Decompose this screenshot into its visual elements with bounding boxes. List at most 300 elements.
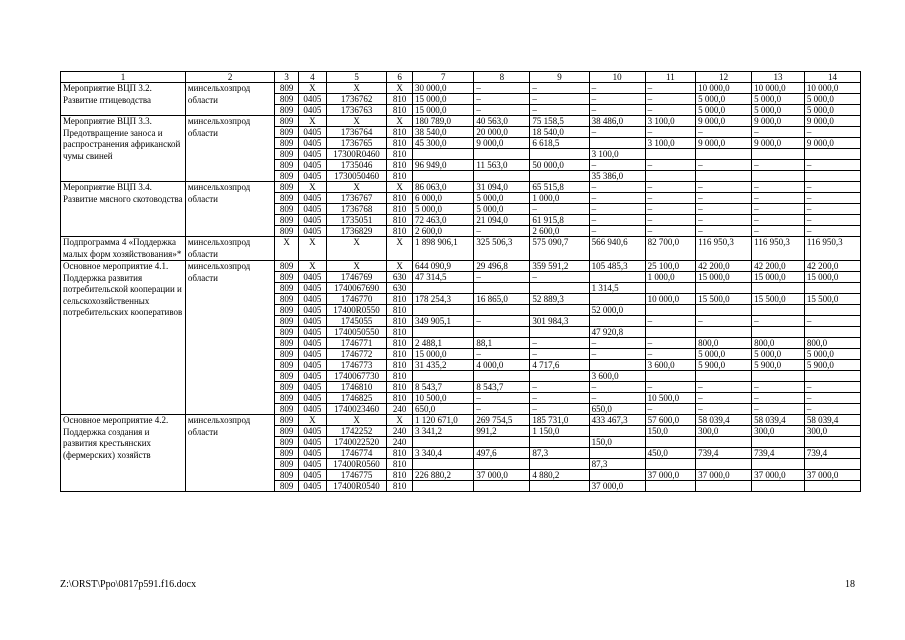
code-cell: 1730050460 — [326, 171, 386, 182]
amount-cell: – — [804, 316, 860, 327]
amount-cell: 116 950,3 — [752, 237, 805, 261]
amount-cell: 5 900,0 — [752, 360, 805, 371]
code-cell: 1745055 — [326, 316, 386, 327]
code-cell: 809 — [275, 149, 299, 160]
amount-cell: 1 898 906,1 — [413, 237, 474, 261]
footer-page-number: 18 — [845, 579, 855, 590]
amount-cell: – — [752, 160, 805, 171]
amount-cell — [752, 171, 805, 182]
amount-cell: 5 000,0 — [752, 94, 805, 105]
code-cell: X — [298, 261, 326, 272]
amount-cell: 9 000,0 — [696, 116, 752, 127]
code-cell: 809 — [275, 138, 299, 149]
executor-cell: минсельхозпрод области — [185, 261, 274, 415]
amount-cell — [696, 437, 752, 448]
amount-cell: – — [752, 215, 805, 226]
amount-cell: 10 000,0 — [696, 83, 752, 94]
code-cell: 0405 — [298, 393, 326, 404]
amount-cell: 57 600,0 — [645, 415, 696, 426]
code-cell: 1736763 — [326, 105, 386, 116]
amount-cell — [413, 283, 474, 294]
amount-cell: – — [474, 316, 530, 327]
code-cell: X — [298, 237, 326, 261]
code-cell: 1735051 — [326, 215, 386, 226]
column-number-cell: 4 — [298, 72, 326, 83]
executor-cell: минсельхозпрод области — [185, 182, 274, 237]
code-cell: X — [298, 83, 326, 94]
amount-cell: 25 100,0 — [645, 261, 696, 272]
code-cell: X — [326, 116, 386, 127]
amount-cell — [804, 371, 860, 382]
code-cell: 809 — [275, 171, 299, 182]
amount-cell: 226 880,2 — [413, 470, 474, 481]
amount-cell — [752, 437, 805, 448]
code-cell: 810 — [387, 327, 413, 338]
amount-cell: 5 000,0 — [474, 204, 530, 215]
column-number-cell: 3 — [275, 72, 299, 83]
column-number-cell: 12 — [696, 72, 752, 83]
code-cell: 0405 — [298, 349, 326, 360]
amount-cell: – — [474, 393, 530, 404]
amount-cell: – — [752, 127, 805, 138]
amount-cell: – — [645, 105, 696, 116]
code-cell: 810 — [387, 470, 413, 481]
amount-cell: – — [752, 226, 805, 237]
column-number-cell: 1 — [61, 72, 186, 83]
column-number-row — [61, 72, 861, 83]
code-cell: 809 — [275, 404, 299, 415]
executor-cell: минсельхозпрод области — [185, 116, 274, 182]
amount-cell: 38 540,0 — [413, 127, 474, 138]
code-cell: X — [387, 182, 413, 193]
amount-cell: 300,0 — [696, 426, 752, 437]
amount-cell: – — [696, 127, 752, 138]
amount-cell: 5 900,0 — [804, 360, 860, 371]
amount-cell: 38 486,0 — [589, 116, 645, 127]
code-cell: 1740022520 — [326, 437, 386, 448]
amount-cell: – — [645, 338, 696, 349]
executor-cell: минсельхозпрод области — [185, 83, 274, 116]
code-cell: X — [387, 261, 413, 272]
code-cell: 1735046 — [326, 160, 386, 171]
amount-cell — [530, 149, 589, 160]
amount-cell: 15 000,0 — [413, 349, 474, 360]
code-cell: 809 — [275, 204, 299, 215]
amount-cell: – — [645, 193, 696, 204]
amount-cell: 58 039,4 — [696, 415, 752, 426]
amount-cell: – — [804, 404, 860, 415]
amount-cell — [413, 149, 474, 160]
amount-cell: – — [696, 316, 752, 327]
amount-cell — [474, 283, 530, 294]
code-cell: 810 — [387, 138, 413, 149]
column-number-cell: 14 — [804, 72, 860, 83]
amount-cell: – — [474, 94, 530, 105]
amount-cell: 30 000,0 — [413, 83, 474, 94]
amount-cell: 87,3 — [589, 459, 645, 470]
amount-cell: 45 300,0 — [413, 138, 474, 149]
amount-cell: 4 880,2 — [530, 470, 589, 481]
amount-cell: 5 000,0 — [696, 94, 752, 105]
code-cell: 240 — [387, 426, 413, 437]
amount-cell — [413, 437, 474, 448]
code-cell: 0405 — [298, 481, 326, 492]
amount-cell: – — [474, 404, 530, 415]
amount-cell: 3 100,0 — [645, 138, 696, 149]
amount-cell: 31 094,0 — [474, 182, 530, 193]
amount-cell: 644 090,9 — [413, 261, 474, 272]
amount-cell: – — [645, 404, 696, 415]
code-cell: 810 — [387, 215, 413, 226]
amount-cell: – — [474, 272, 530, 283]
amount-cell: 47 314,5 — [413, 272, 474, 283]
amount-cell — [645, 305, 696, 316]
amount-cell — [804, 327, 860, 338]
amount-cell — [530, 171, 589, 182]
amount-cell: 5 000,0 — [804, 105, 860, 116]
code-cell: X — [275, 237, 299, 261]
amount-cell: 5 000,0 — [752, 105, 805, 116]
amount-cell: – — [589, 393, 645, 404]
code-cell: 809 — [275, 338, 299, 349]
amount-cell: 5 000,0 — [696, 349, 752, 360]
code-cell: 810 — [387, 193, 413, 204]
amount-cell — [752, 327, 805, 338]
code-cell: 0405 — [298, 470, 326, 481]
amount-cell: – — [752, 382, 805, 393]
code-cell: 809 — [275, 426, 299, 437]
column-number-cell: 5 — [326, 72, 386, 83]
amount-cell: 4 000,0 — [474, 360, 530, 371]
code-cell: X — [326, 182, 386, 193]
executor-cell: минсельхозпрод области — [185, 237, 274, 261]
amount-cell: – — [804, 393, 860, 404]
amount-cell: 450,0 — [645, 448, 696, 459]
amount-cell — [804, 305, 860, 316]
code-cell: 0405 — [298, 160, 326, 171]
code-cell: X — [298, 116, 326, 127]
code-cell: 810 — [387, 338, 413, 349]
code-cell: 0405 — [298, 226, 326, 237]
amount-cell: 575 090,7 — [530, 237, 589, 261]
amount-cell — [752, 371, 805, 382]
code-cell: 0405 — [298, 338, 326, 349]
amount-cell — [589, 426, 645, 437]
amount-cell — [645, 371, 696, 382]
amount-cell: – — [589, 338, 645, 349]
amount-cell: 2 600,0 — [413, 226, 474, 237]
amount-cell: – — [530, 94, 589, 105]
amount-cell: – — [696, 404, 752, 415]
amount-cell: 42 200,0 — [804, 261, 860, 272]
amount-cell: 269 754,5 — [474, 415, 530, 426]
amount-cell: 5 000,0 — [413, 204, 474, 215]
amount-cell — [474, 327, 530, 338]
code-cell: 1736767 — [326, 193, 386, 204]
amount-cell: 800,0 — [804, 338, 860, 349]
amount-cell: 29 496,8 — [474, 261, 530, 272]
activity-name-cell: Основное мероприятие 4.1. Поддержка развития потребительской кооперации и сельскохозяйственных потребительских кооперативов — [61, 261, 186, 415]
amount-cell — [752, 149, 805, 160]
amount-cell — [413, 327, 474, 338]
code-cell: 810 — [387, 393, 413, 404]
budget-table — [60, 71, 861, 492]
amount-cell: 6 000,0 — [413, 193, 474, 204]
amount-cell — [413, 305, 474, 316]
amount-cell — [804, 481, 860, 492]
amount-cell — [474, 459, 530, 470]
amount-cell: 15 500,0 — [696, 294, 752, 305]
amount-cell: 1 000,0 — [530, 193, 589, 204]
amount-cell: 5 000,0 — [696, 105, 752, 116]
amount-cell: – — [589, 83, 645, 94]
amount-cell: – — [804, 160, 860, 171]
code-cell: X — [387, 237, 413, 261]
code-cell: X — [298, 182, 326, 193]
code-cell: 809 — [275, 105, 299, 116]
code-cell: 810 — [387, 127, 413, 138]
amount-cell: – — [474, 226, 530, 237]
amount-cell — [752, 481, 805, 492]
amount-cell: 42 200,0 — [696, 261, 752, 272]
amount-cell: 61 915,8 — [530, 215, 589, 226]
amount-cell: 9 000,0 — [752, 116, 805, 127]
code-cell: 809 — [275, 382, 299, 393]
amount-cell — [530, 305, 589, 316]
amount-cell: – — [696, 182, 752, 193]
amount-cell: 300,0 — [804, 426, 860, 437]
amount-cell: – — [589, 204, 645, 215]
amount-cell: 96 949,0 — [413, 160, 474, 171]
amount-cell: 16 865,0 — [474, 294, 530, 305]
table-row — [61, 261, 861, 272]
amount-cell: 6 618,5 — [530, 138, 589, 149]
amount-cell: – — [645, 182, 696, 193]
amount-cell: – — [474, 83, 530, 94]
column-number-cell: 8 — [474, 72, 530, 83]
column-number-cell: 11 — [645, 72, 696, 83]
code-cell: 1746771 — [326, 338, 386, 349]
activity-name-cell: Мероприятие ВЦП 3.2. Развитие птицеводства — [61, 83, 186, 116]
amount-cell: 5 900,0 — [696, 360, 752, 371]
amount-cell: – — [804, 204, 860, 215]
amount-cell: 9 000,0 — [804, 116, 860, 127]
code-cell: 809 — [275, 360, 299, 371]
code-cell: 0405 — [298, 283, 326, 294]
amount-cell: – — [530, 393, 589, 404]
code-cell: X — [387, 83, 413, 94]
code-cell: 810 — [387, 94, 413, 105]
amount-cell: 3 100,0 — [589, 149, 645, 160]
amount-cell: – — [696, 215, 752, 226]
amount-cell — [413, 171, 474, 182]
amount-cell: – — [804, 226, 860, 237]
amount-cell: – — [645, 226, 696, 237]
amount-cell: 35 386,0 — [589, 171, 645, 182]
amount-cell: – — [530, 272, 589, 283]
budget-table-body — [61, 72, 861, 492]
table-row — [61, 237, 861, 261]
amount-cell: 991,2 — [474, 426, 530, 437]
activity-name-cell: Основное мероприятие 4.2. Поддержка создания и развития крестьянских (фермерских) хозяйств — [61, 415, 186, 492]
amount-cell: – — [645, 160, 696, 171]
code-cell: 810 — [387, 360, 413, 371]
amount-cell: 1 150,0 — [530, 426, 589, 437]
amount-cell: – — [752, 404, 805, 415]
amount-cell — [413, 481, 474, 492]
amount-cell — [474, 171, 530, 182]
amount-cell — [530, 481, 589, 492]
code-cell: 17300R0460 — [326, 149, 386, 160]
code-cell: 1736764 — [326, 127, 386, 138]
amount-cell: – — [804, 127, 860, 138]
amount-cell: 150,0 — [589, 437, 645, 448]
amount-cell — [530, 459, 589, 470]
amount-cell: 3 600,0 — [589, 371, 645, 382]
amount-cell — [589, 470, 645, 481]
amount-cell: – — [645, 94, 696, 105]
amount-cell: 88,1 — [474, 338, 530, 349]
amount-cell — [645, 171, 696, 182]
amount-cell: – — [589, 160, 645, 171]
code-cell: 1742252 — [326, 426, 386, 437]
code-cell: X — [326, 415, 386, 426]
amount-cell: 58 039,4 — [752, 415, 805, 426]
code-cell: 0405 — [298, 382, 326, 393]
amount-cell: – — [530, 83, 589, 94]
code-cell: 0405 — [298, 193, 326, 204]
code-cell: 809 — [275, 226, 299, 237]
amount-cell: – — [645, 83, 696, 94]
column-number-cell: 9 — [530, 72, 589, 83]
amount-cell — [645, 481, 696, 492]
amount-cell: – — [589, 349, 645, 360]
code-cell: 630 — [387, 283, 413, 294]
amount-cell: 37 000,0 — [589, 481, 645, 492]
amount-cell — [752, 459, 805, 470]
code-cell: 1746772 — [326, 349, 386, 360]
amount-cell: 18 540,0 — [530, 127, 589, 138]
column-number-cell: 7 — [413, 72, 474, 83]
amount-cell: – — [530, 349, 589, 360]
amount-cell: – — [752, 193, 805, 204]
code-cell: 809 — [275, 371, 299, 382]
amount-cell: 1 314,5 — [589, 283, 645, 294]
amount-cell: 52 889,3 — [530, 294, 589, 305]
amount-cell: 20 000,0 — [474, 127, 530, 138]
amount-cell: – — [530, 382, 589, 393]
code-cell: 1736829 — [326, 226, 386, 237]
amount-cell: 52 000,0 — [589, 305, 645, 316]
code-cell: 809 — [275, 481, 299, 492]
amount-cell: 1 000,0 — [645, 272, 696, 283]
code-cell: 0405 — [298, 149, 326, 160]
amount-cell: 739,4 — [696, 448, 752, 459]
amount-cell — [530, 327, 589, 338]
amount-cell: 82 700,0 — [645, 237, 696, 261]
code-cell: X — [326, 261, 386, 272]
amount-cell — [696, 481, 752, 492]
activity-name-cell: Подпрограмма 4 «Поддержка малых форм хозяйствования»* — [61, 237, 186, 261]
amount-cell: – — [804, 182, 860, 193]
amount-cell: – — [752, 316, 805, 327]
amount-cell: 11 563,0 — [474, 160, 530, 171]
code-cell: 1736762 — [326, 94, 386, 105]
amount-cell: 3 600,0 — [645, 360, 696, 371]
code-cell: 0405 — [298, 204, 326, 215]
code-cell: X — [387, 116, 413, 127]
code-cell: 1736768 — [326, 204, 386, 215]
table-row — [61, 182, 861, 193]
amount-cell: 2 600,0 — [530, 226, 589, 237]
amount-cell: 349 905,1 — [413, 316, 474, 327]
amount-cell: – — [589, 182, 645, 193]
code-cell: 1736765 — [326, 138, 386, 149]
code-cell: 0405 — [298, 371, 326, 382]
amount-cell — [589, 448, 645, 459]
amount-cell: 15 000,0 — [696, 272, 752, 283]
amount-cell: 3 340,4 — [413, 448, 474, 459]
code-cell: 809 — [275, 470, 299, 481]
amount-cell: 40 563,0 — [474, 116, 530, 127]
code-cell: X — [326, 237, 386, 261]
amount-cell: 37 000,0 — [752, 470, 805, 481]
amount-cell: 4 717,6 — [530, 360, 589, 371]
amount-cell: – — [804, 215, 860, 226]
code-cell: 809 — [275, 272, 299, 283]
amount-cell — [696, 371, 752, 382]
amount-cell: 566 940,6 — [589, 237, 645, 261]
amount-cell — [696, 327, 752, 338]
amount-cell — [645, 459, 696, 470]
code-cell: X — [387, 415, 413, 426]
amount-cell — [696, 171, 752, 182]
code-cell: 809 — [275, 261, 299, 272]
code-cell: 810 — [387, 382, 413, 393]
amount-cell — [645, 283, 696, 294]
amount-cell: 15 500,0 — [752, 294, 805, 305]
code-cell: 809 — [275, 437, 299, 448]
code-cell: 0405 — [298, 426, 326, 437]
amount-cell: 8 543,7 — [474, 382, 530, 393]
amount-cell: – — [589, 226, 645, 237]
amount-cell: – — [645, 215, 696, 226]
code-cell: 809 — [275, 94, 299, 105]
amount-cell — [530, 437, 589, 448]
table-row — [61, 116, 861, 127]
code-cell: 810 — [387, 204, 413, 215]
amount-cell: – — [589, 193, 645, 204]
amount-cell: – — [696, 160, 752, 171]
amount-cell — [589, 316, 645, 327]
amount-cell: 116 950,3 — [804, 237, 860, 261]
column-number-cell: 13 — [752, 72, 805, 83]
amount-cell — [752, 305, 805, 316]
amount-cell: 9 000,0 — [696, 138, 752, 149]
activity-name-cell: Мероприятие ВЦП 3.3. Предотвращение заноса и распространения африканской чумы свиней — [61, 116, 186, 182]
code-cell: 0405 — [298, 437, 326, 448]
code-cell: 809 — [275, 193, 299, 204]
code-cell: 17400R0560 — [326, 459, 386, 470]
amount-cell: – — [752, 182, 805, 193]
code-cell: 1740067730 — [326, 371, 386, 382]
column-number-cell: 2 — [185, 72, 274, 83]
amount-cell: – — [645, 127, 696, 138]
code-cell: 810 — [387, 349, 413, 360]
amount-cell: – — [645, 316, 696, 327]
code-cell: 240 — [387, 437, 413, 448]
amount-cell: – — [696, 204, 752, 215]
